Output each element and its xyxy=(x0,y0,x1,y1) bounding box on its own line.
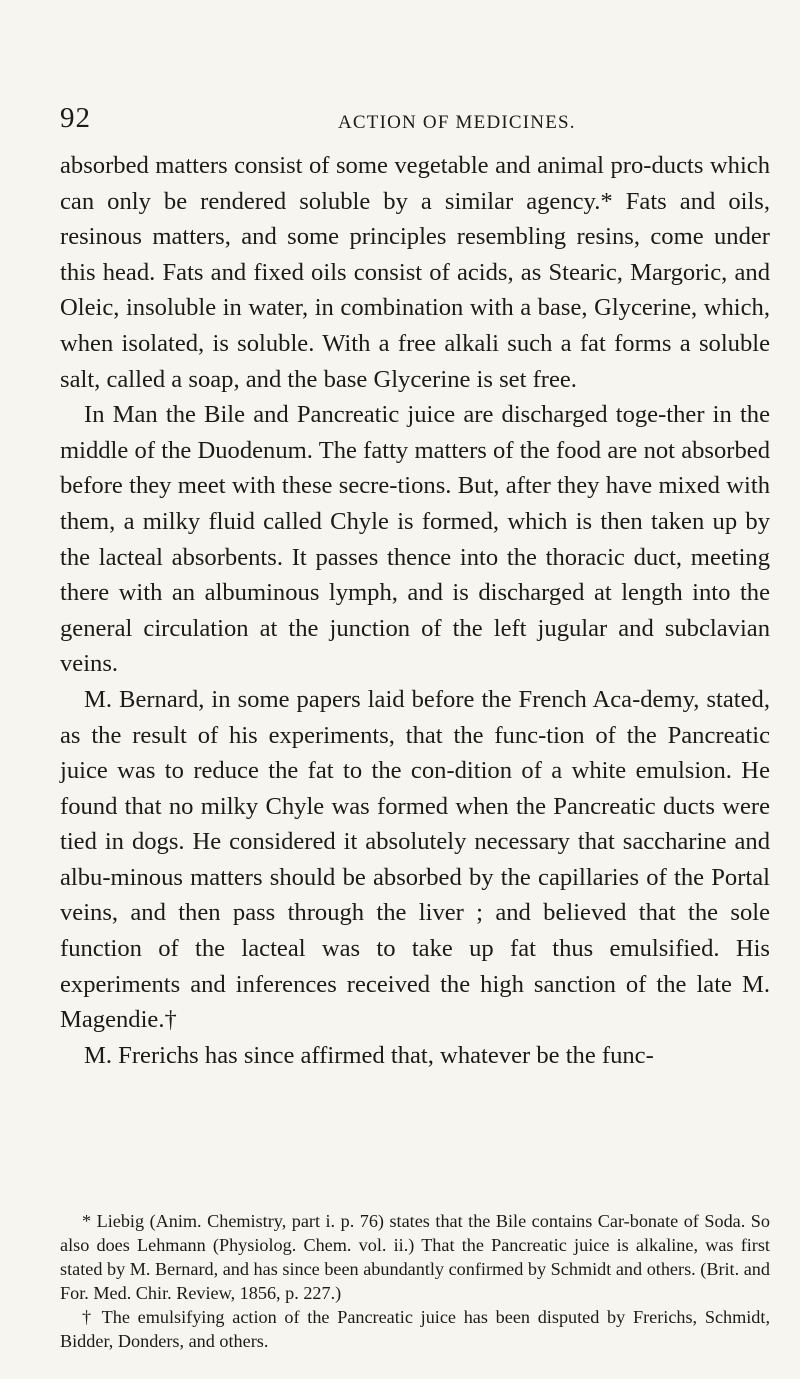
paragraph-4: M. Frerichs has since affirmed that, whatever be the func- xyxy=(84,1041,654,1069)
main-text xyxy=(60,148,770,1073)
running-head: ACTION OF MEDICINES. xyxy=(338,112,576,133)
book-page xyxy=(60,102,770,1351)
page-number: 92 xyxy=(60,102,91,134)
footnote-1: * Liebig (Anim. Chemistry, part i. p. 76) states that the Bile contains Car-bonate of Soda. So also does Lehmann (Physiolog. Chem. vol. ii.) That the Pancreatic juice is alkaline, was first stated by M. Bernard, and has since been abundantly confirmed by Schmidt and others. (Brit. and For. Med. Chir. Review, 1856, p. 227.) xyxy=(60,1211,770,1303)
paragraph-2: In Man the Bile and Pancreatic juice are discharged toge-ther in the middle of the Duodenum. The fatty matters of the food are not absorbed before they meet with these secre-tions. But, after they have mixed with them, a milky fluid called Chyle is formed, which is then taken up by the lacteal absorbents. It passes thence into the thoracic duct, meeting there with an albuminous lymph, and is discharged at length into the general circulation at the junction of the left jugular and subclavian veins. xyxy=(60,401,770,678)
paragraph-3: M. Bernard, in some papers laid before the French Aca-demy, stated, as the result of his experiments, that the func-tion of the Pancreatic juice was to reduce the fat to the con-dition of a white emulsion. He found that no milky Chyle was formed when the Pancreatic ducts were tied in dogs. He considered it absolutely necessary that saccharine and albu-minous matters should be absorbed by the capillaries of the Portal veins, and then pass through the liver ; and believed that the sole function of the lacteal was to take up fat thus emulsified. His experiments and inferences received the high sanction of the late M. Magendie.† xyxy=(60,685,770,1034)
page-header xyxy=(60,102,770,142)
paragraph-1: absorbed matters consist of some vegetable and animal pro-ducts which can only be rendered soluble by a similar agency.* Fats and oils, resinous matters, and some principles resembling resins, come under this head. Fats and fixed oils consist of acids, as Stearic, Margoric, and Oleic, insoluble in water, in combination with a base, Glycerine, which, when isolated, is soluble. With a free alkali such a fat forms a soluble salt, called a soap, and the base Glycerine is set free. xyxy=(60,152,770,393)
footnote-2: † The emulsifying action of the Pancreatic juice has been disputed by Frerichs, Schmidt, Bidder, Donders, and others. xyxy=(60,1306,770,1351)
footnotes xyxy=(60,1210,770,1353)
